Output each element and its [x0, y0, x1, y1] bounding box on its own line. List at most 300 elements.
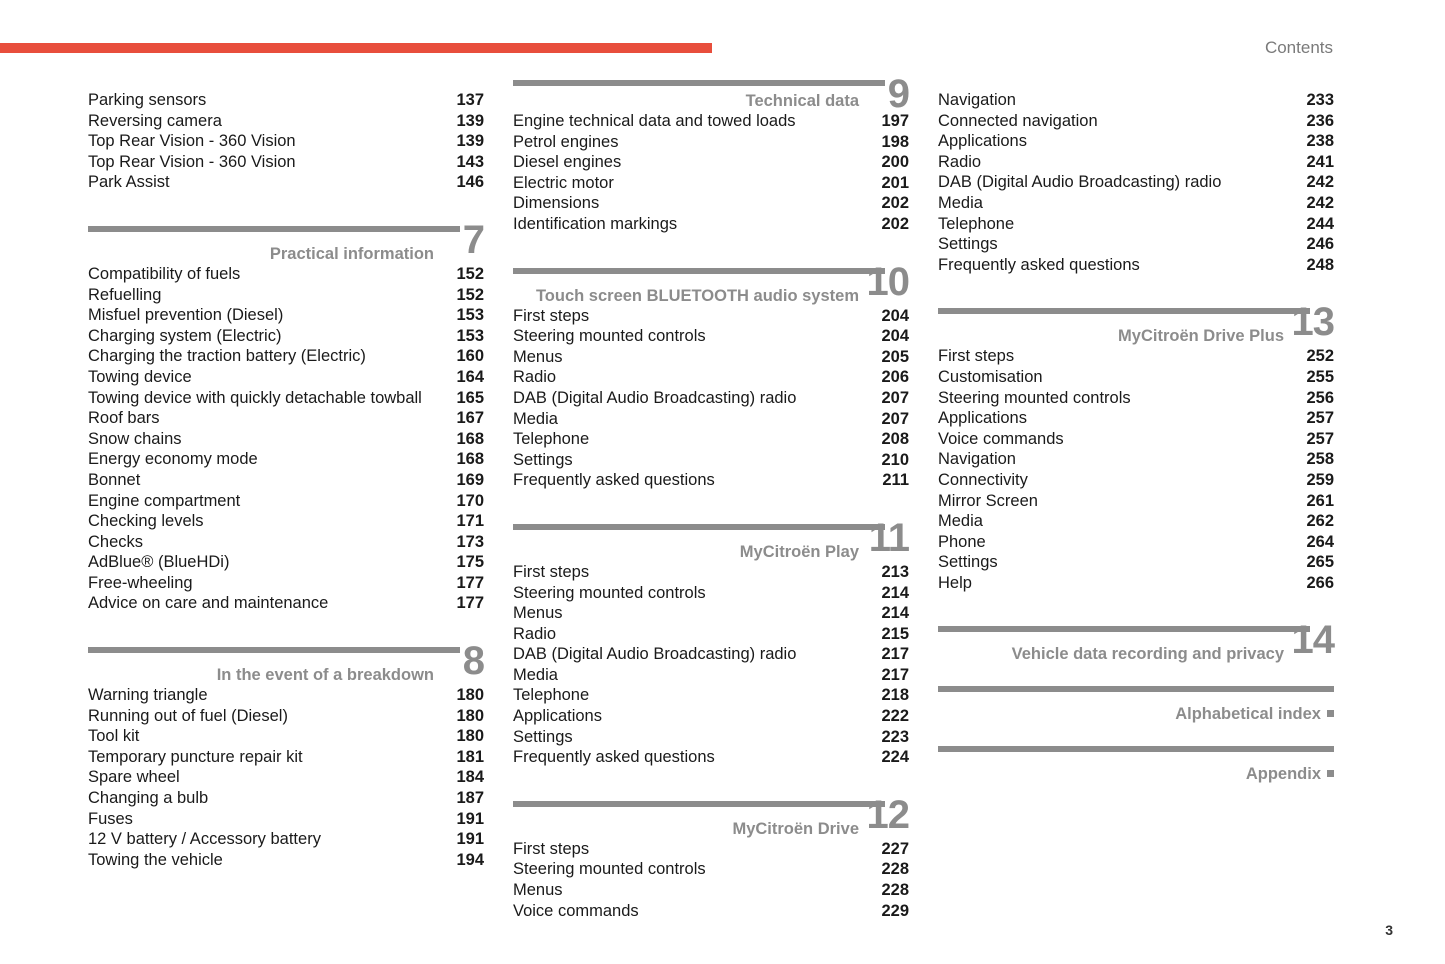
toc-entry-page-number[interactable]: 139	[456, 111, 484, 130]
toc-entry-label[interactable]: Voice commands	[513, 901, 639, 920]
toc-entry-page-number[interactable]: 194	[456, 850, 484, 869]
toc-entry-label[interactable]: Towing the vehicle	[88, 850, 223, 869]
toc-entry[interactable]	[88, 491, 484, 512]
toc-entry-page-number[interactable]: 258	[1306, 450, 1334, 469]
square-bullet-icon	[1327, 710, 1334, 717]
section-number: 10	[866, 259, 909, 304]
toc-entry[interactable]	[88, 685, 484, 706]
toc-entry[interactable]	[513, 685, 909, 706]
toc-list	[513, 562, 909, 768]
toc-list	[938, 90, 1334, 275]
toc-entry-page-number[interactable]: 210	[881, 450, 909, 469]
toc-entry-page-number[interactable]: 153	[456, 326, 484, 345]
toc-entry-page-number[interactable]: 252	[1306, 347, 1334, 366]
toc-entry-label[interactable]: Radio	[938, 152, 982, 171]
section-title-wrap[interactable]	[1175, 704, 1334, 724]
toc-entry[interactable]	[938, 449, 1334, 470]
toc-list	[88, 90, 484, 193]
toc-entry-label[interactable]: Compatibility of fuels	[88, 264, 241, 283]
section-title[interactable]: Appendix	[1245, 765, 1321, 784]
toc-entry[interactable]	[88, 511, 484, 532]
toc-entry[interactable]	[938, 408, 1334, 429]
toc-entry-page-number[interactable]: 257	[1306, 409, 1334, 428]
section-header	[938, 686, 1334, 724]
toc-entry[interactable]	[88, 131, 484, 152]
toc-entry[interactable]	[938, 131, 1334, 152]
toc-entry[interactable]	[938, 346, 1334, 367]
section-header	[938, 618, 1334, 664]
toc-entry[interactable]	[513, 706, 909, 727]
toc-entry[interactable]	[513, 901, 909, 922]
section-title[interactable]: Practical information	[269, 244, 434, 263]
toc-entry-page-number[interactable]: 256	[1306, 388, 1334, 407]
toc-entry[interactable]	[88, 788, 484, 809]
toc-entry-page-number[interactable]: 205	[881, 347, 909, 366]
toc-entry-page-number[interactable]: 224	[881, 748, 909, 767]
toc-entry-page-number[interactable]: 146	[456, 173, 484, 192]
toc-entry-page-number[interactable]: 262	[1306, 512, 1334, 531]
toc-entry-label[interactable]: Temporary puncture repair kit	[88, 747, 303, 766]
toc-entry[interactable]	[513, 603, 909, 624]
toc-entry-label[interactable]: Mirror Screen	[938, 491, 1038, 510]
toc-entry-label[interactable]: Radio	[513, 368, 557, 387]
toc-entry[interactable]	[513, 326, 909, 347]
toc-entry-label[interactable]: Refuelling	[88, 285, 162, 304]
toc-entry-label[interactable]: Applications	[938, 409, 1027, 428]
toc-entry-label[interactable]: First steps	[513, 839, 590, 858]
toc-entry-page-number[interactable]: 200	[881, 153, 909, 172]
toc-entry-label[interactable]: Telephone	[938, 214, 1015, 233]
toc-entry-page-number[interactable]: 177	[456, 573, 484, 592]
toc-entry-page-number[interactable]: 264	[1306, 532, 1334, 551]
toc-entry-label[interactable]: Menus	[513, 881, 563, 900]
toc-entry-label[interactable]: Changing a bulb	[88, 789, 209, 808]
toc-entry-page-number[interactable]: 222	[881, 707, 909, 726]
toc-entry-page-number[interactable]: 197	[881, 112, 909, 130]
toc-entry-page-number[interactable]: 177	[456, 594, 484, 613]
toc-entry[interactable]	[513, 880, 909, 901]
toc-entry-page-number[interactable]: 153	[456, 306, 484, 325]
section-11	[513, 515, 909, 768]
toc-entry-label[interactable]: Tool kit	[88, 727, 140, 746]
section-title-wrap[interactable]	[1246, 764, 1334, 784]
toc-entry-label[interactable]: Charging system (Electric)	[88, 326, 282, 345]
toc-entry-page-number[interactable]: 211	[882, 471, 909, 490]
toc-entry-page-number[interactable]: 215	[881, 624, 909, 643]
section-14	[938, 618, 1334, 664]
toc-entry[interactable]	[513, 388, 909, 409]
toc-entry-page-number[interactable]: 241	[1306, 152, 1334, 171]
toc-entry-label[interactable]: Spare wheel	[88, 768, 180, 787]
toc-entry-page-number[interactable]: 171	[456, 512, 484, 531]
toc-entry[interactable]	[88, 593, 484, 614]
section-rule	[513, 268, 885, 274]
toc-entry[interactable]	[88, 726, 484, 747]
toc-entry[interactable]	[938, 491, 1334, 512]
toc-entry-label[interactable]: DAB (Digital Audio Broadcasting) radio	[513, 388, 797, 407]
toc-entry-label[interactable]: DAB (Digital Audio Broadcasting) radio	[513, 645, 797, 664]
toc-entry[interactable]	[513, 173, 909, 194]
toc-entry-label[interactable]: Roof bars	[88, 409, 160, 428]
toc-entry-label[interactable]: Media	[513, 409, 558, 428]
toc-list	[513, 306, 909, 491]
toc-entry-label[interactable]: Telephone	[513, 686, 590, 705]
section-header	[938, 746, 1334, 784]
toc-entry[interactable]	[938, 255, 1334, 276]
toc-entry-label[interactable]: Media	[513, 665, 558, 684]
toc-entry[interactable]	[513, 132, 909, 153]
toc-entry-page-number[interactable]: 246	[1306, 235, 1334, 254]
toc-entry[interactable]	[938, 367, 1334, 388]
toc-entry-label[interactable]: Navigation	[938, 450, 1016, 469]
toc-entry[interactable]	[88, 90, 484, 111]
toc-entry-page-number[interactable]: 137	[456, 91, 484, 109]
toc-entry[interactable]	[513, 214, 909, 235]
toc-entry-label[interactable]: First steps	[513, 562, 590, 581]
section-number: 9	[887, 72, 909, 116]
toc-entry-page-number[interactable]: 170	[456, 491, 484, 510]
toc-entry-page-number[interactable]: 168	[456, 429, 484, 448]
toc-entry[interactable]	[88, 829, 484, 850]
toc-entry-label[interactable]: Frequently asked questions	[513, 748, 715, 767]
toc-entry-label[interactable]: Engine compartment	[88, 491, 241, 510]
toc-entry[interactable]	[88, 264, 484, 285]
toc-entry-label[interactable]: Reversing camera	[88, 111, 222, 130]
toc-entry-label[interactable]: Engine technical data and towed loads	[513, 112, 796, 130]
toc-list	[513, 111, 909, 235]
section-number: 13	[1291, 300, 1334, 345]
section-rule	[513, 524, 885, 530]
toc-entry[interactable]	[513, 624, 909, 645]
toc-entry[interactable]	[88, 470, 484, 491]
section-header	[938, 300, 1334, 346]
toc-entry[interactable]	[513, 562, 909, 583]
toc-entry[interactable]	[938, 532, 1334, 553]
toc-entry-page-number[interactable]: 233	[1306, 91, 1334, 109]
toc-entry-page-number[interactable]: 229	[881, 901, 909, 920]
toc-entry-page-number[interactable]: 173	[456, 532, 484, 551]
section-header	[513, 792, 909, 839]
toc-entry-label[interactable]: Diesel engines	[513, 153, 622, 172]
toc-entry[interactable]	[88, 326, 484, 347]
toc-entry-page-number[interactable]: 255	[1306, 367, 1334, 386]
section-number: 7	[462, 217, 484, 262]
toc-entry-page-number[interactable]: 227	[881, 839, 909, 858]
toc-entry-label[interactable]: Warning triangle	[88, 686, 208, 705]
top-accent-bar	[0, 43, 712, 53]
toc-entry-page-number[interactable]: 187	[456, 789, 484, 808]
toc-entry-label[interactable]: Checks	[88, 532, 144, 551]
section-7	[88, 217, 484, 614]
toc-entry-label[interactable]: Fuses	[88, 809, 133, 828]
toc-entry-page-number[interactable]: 214	[881, 604, 909, 623]
toc-entry-label[interactable]: Navigation	[938, 91, 1016, 109]
toc-entry[interactable]	[513, 747, 909, 768]
toc-entry-page-number[interactable]: 198	[881, 132, 909, 151]
section-12	[513, 792, 909, 921]
toc-entry-label[interactable]: Energy economy mode	[88, 450, 258, 469]
toc-entry[interactable]	[938, 573, 1334, 594]
toc-entry[interactable]	[513, 583, 909, 604]
toc-entry[interactable]	[88, 706, 484, 727]
toc-entry-label[interactable]: Media	[938, 512, 983, 531]
toc-entry[interactable]	[938, 111, 1334, 132]
toc-entry-label[interactable]: Applications	[513, 707, 602, 726]
toc-entry[interactable]	[513, 839, 909, 860]
toc-entry-label[interactable]: Settings	[938, 235, 998, 254]
toc-entry-label[interactable]: Towing device	[88, 367, 192, 386]
toc-entry-label[interactable]: Help	[938, 573, 972, 592]
toc-entry[interactable]	[938, 152, 1334, 173]
section-rule	[513, 80, 885, 86]
section-rule	[938, 626, 1310, 632]
page-header-title: Contents	[1264, 38, 1333, 57]
toc-entry-page-number[interactable]: 175	[456, 553, 484, 572]
toc-list	[513, 839, 909, 921]
toc-entry[interactable]	[513, 727, 909, 748]
toc-entry-page-number[interactable]: 164	[456, 367, 484, 386]
toc-entry[interactable]	[88, 152, 484, 173]
toc-entry-label[interactable]: Electric motor	[513, 173, 614, 192]
toc-entry-page-number[interactable]: 259	[1306, 470, 1334, 489]
toc-entry-label[interactable]: Steering mounted controls	[513, 860, 706, 879]
toc-entry-label[interactable]: Parking sensors	[88, 91, 207, 109]
toc-entry-label[interactable]: Bonnet	[88, 470, 141, 489]
section-rule	[513, 801, 885, 807]
toc-entry[interactable]	[88, 408, 484, 429]
section-title[interactable]: In the event of a breakdown	[216, 666, 434, 685]
toc-entry-page-number[interactable]: 167	[456, 409, 484, 428]
section-header	[513, 259, 909, 306]
toc-entry-page-number[interactable]: 242	[1306, 173, 1334, 192]
toc-entry-page-number[interactable]: 213	[881, 562, 909, 581]
section-title[interactable]: Alphabetical index	[1175, 705, 1321, 724]
toc-entry[interactable]	[88, 850, 484, 871]
toc-entry[interactable]	[938, 429, 1334, 450]
toc-entry-label[interactable]: Dimensions	[513, 194, 600, 213]
column-2	[513, 72, 909, 921]
toc-entry-page-number[interactable]: 244	[1306, 214, 1334, 233]
toc-entry[interactable]	[88, 367, 484, 388]
toc-entry[interactable]	[513, 367, 909, 388]
toc-entry[interactable]	[938, 511, 1334, 532]
toc-entry-page-number[interactable]: 139	[456, 132, 484, 151]
square-bullet-icon	[1327, 770, 1334, 777]
toc-entry[interactable]	[88, 429, 484, 450]
toc-entry[interactable]	[88, 346, 484, 367]
toc-entry-label[interactable]: Media	[938, 193, 983, 212]
toc-entry-page-number[interactable]: 180	[456, 686, 484, 705]
toc-entry[interactable]	[938, 90, 1334, 111]
toc-entry-label[interactable]: Checking levels	[88, 512, 204, 531]
toc-entry-label[interactable]: Radio	[513, 624, 557, 643]
section-header	[88, 217, 484, 264]
toc-entry-page-number[interactable]: 202	[881, 194, 909, 213]
toc-entry-label[interactable]: Advice on care and maintenance	[88, 594, 329, 613]
toc-entry-label[interactable]: First steps	[938, 347, 1015, 366]
toc-entry-label[interactable]: AdBlue® (BlueHDi)	[88, 553, 230, 572]
section-header	[88, 639, 484, 685]
toc-entry-label[interactable]: Menus	[513, 604, 563, 623]
section-title[interactable]: Technical data	[745, 92, 859, 110]
toc-entry-page-number[interactable]: 169	[456, 470, 484, 489]
section-title[interactable]: MyCitroën Drive Plus	[1118, 327, 1284, 346]
toc-entry-label[interactable]: Settings	[513, 727, 573, 746]
section-title[interactable]: Touch screen BLUETOOTH audio system	[535, 286, 859, 305]
toc-entry[interactable]	[88, 767, 484, 788]
toc-entry-page-number[interactable]: 180	[456, 727, 484, 746]
toc-entry-label[interactable]: Connectivity	[938, 470, 1028, 489]
toc-entry[interactable]	[513, 347, 909, 368]
toc-entry[interactable]	[88, 111, 484, 132]
toc-entry[interactable]	[938, 234, 1334, 255]
toc-entry[interactable]	[513, 409, 909, 430]
toc-entry-page-number[interactable]: 228	[881, 881, 909, 900]
toc-entry[interactable]	[513, 111, 909, 132]
toc-entry[interactable]	[513, 644, 909, 665]
toc-entry-page-number[interactable]: 180	[456, 706, 484, 725]
toc-entry-page-number[interactable]: 238	[1306, 132, 1334, 151]
toc-entry[interactable]	[513, 429, 909, 450]
section-13	[938, 300, 1334, 593]
toc-entry-label[interactable]: Steering mounted controls	[938, 388, 1131, 407]
toc-entry[interactable]	[938, 193, 1334, 214]
toc-entry-page-number[interactable]: 257	[1306, 429, 1334, 448]
toc-entry[interactable]	[88, 172, 484, 193]
toc-entry-label[interactable]: Steering mounted controls	[513, 327, 706, 346]
toc-entry-page-number[interactable]: 207	[881, 388, 909, 407]
toc-entry[interactable]	[938, 552, 1334, 573]
toc-entry-page-number[interactable]: 152	[456, 264, 484, 283]
toc-entry-page-number[interactable]: 168	[456, 450, 484, 469]
section-header	[513, 515, 909, 562]
toc-entry[interactable]	[88, 573, 484, 594]
toc-entry-label[interactable]: Free-wheeling	[88, 573, 193, 592]
section-title[interactable]: MyCitroën Play	[739, 542, 859, 561]
toc-entry[interactable]	[88, 285, 484, 306]
toc-entry-label[interactable]: Running out of fuel (Diesel)	[88, 706, 288, 725]
toc-entry-page-number[interactable]: 184	[456, 768, 484, 787]
toc-entry[interactable]	[88, 532, 484, 553]
toc-entry[interactable]	[513, 152, 909, 173]
toc-entry[interactable]	[513, 450, 909, 471]
toc-entry-page-number[interactable]: 204	[881, 306, 909, 325]
toc-entry-label[interactable]: Phone	[938, 532, 986, 551]
section-8	[88, 639, 484, 870]
toc-entry-page-number[interactable]: 266	[1306, 573, 1334, 592]
toc-entry-label[interactable]: Identification markings	[513, 214, 678, 233]
toc-entry-page-number[interactable]: 152	[456, 285, 484, 304]
toc-entry-page-number[interactable]: 261	[1306, 491, 1334, 510]
toc-entry[interactable]	[513, 859, 909, 880]
toc-entry[interactable]	[88, 388, 484, 409]
toc-entry-page-number[interactable]: 223	[881, 727, 909, 746]
toc-entry[interactable]	[88, 809, 484, 830]
toc-entry-page-number[interactable]: 218	[881, 686, 909, 705]
section-number: 8	[462, 639, 484, 684]
toc-entry-label[interactable]: Settings	[513, 450, 573, 469]
toc-entry-label[interactable]: Towing device with quickly detachable towball	[88, 388, 422, 407]
toc-entry[interactable]	[513, 470, 909, 491]
toc-entry-page-number[interactable]: 228	[881, 860, 909, 879]
toc-entry-page-number[interactable]: 202	[881, 214, 909, 233]
toc-entry-page-number[interactable]: 201	[881, 173, 909, 192]
toc-entry-label[interactable]: Customisation	[938, 367, 1043, 386]
toc-entry-label[interactable]: First steps	[513, 306, 590, 325]
section-title[interactable]: Vehicle data recording and privacy	[1011, 645, 1284, 664]
toc-list	[88, 685, 484, 870]
toc-entry-label[interactable]: Telephone	[513, 430, 590, 449]
toc-entry-page-number[interactable]: 207	[881, 409, 909, 428]
section-number: 14	[1291, 618, 1334, 663]
toc-entry[interactable]	[88, 449, 484, 470]
toc-entry[interactable]	[938, 214, 1334, 235]
toc-entry-page-number[interactable]: 191	[456, 830, 484, 849]
toc-entry[interactable]	[513, 665, 909, 686]
section-rule	[88, 226, 460, 232]
toc-entry-label[interactable]: Connected navigation	[938, 111, 1098, 130]
toc-entry-page-number[interactable]: 236	[1306, 111, 1334, 130]
toc-entry-page-number[interactable]: 191	[456, 809, 484, 828]
toc-entry-label[interactable]: Petrol engines	[513, 132, 619, 151]
toc-entry-page-number[interactable]: 217	[881, 665, 909, 684]
toc-entry[interactable]	[938, 172, 1334, 193]
toc-entry[interactable]	[938, 470, 1334, 491]
toc-entry-page-number[interactable]: 217	[881, 645, 909, 664]
toc-entry-label[interactable]: Applications	[938, 132, 1027, 151]
toc-entry-label[interactable]: Settings	[938, 553, 998, 572]
toc-entry-label[interactable]: Steering mounted controls	[513, 583, 706, 602]
toc-entry[interactable]	[88, 552, 484, 573]
toc-entry-page-number[interactable]: 165	[456, 388, 484, 407]
section-header	[513, 72, 909, 116]
toc-entry[interactable]	[88, 747, 484, 768]
toc-entry-label[interactable]: Misfuel prevention (Diesel)	[88, 306, 284, 325]
section-alphabetical-index	[938, 686, 1334, 724]
toc-entry-label[interactable]: Frequently asked questions	[513, 471, 715, 490]
toc-entry-page-number[interactable]: 248	[1306, 255, 1334, 274]
toc-entry-page-number[interactable]: 265	[1306, 553, 1334, 572]
toc-entry-label[interactable]: Snow chains	[88, 429, 182, 448]
toc-entry-label[interactable]: Top Rear Vision - 360 Vision	[88, 152, 296, 171]
toc-entry-page-number[interactable]: 208	[881, 430, 909, 449]
toc-entry-label[interactable]: Voice commands	[938, 429, 1064, 448]
toc-entry[interactable]	[88, 305, 484, 326]
toc-entry-label[interactable]: Charging the traction battery (Electric)	[88, 347, 366, 366]
toc-entry-label[interactable]: Menus	[513, 347, 563, 366]
toc-entry-label[interactable]: Park Assist	[88, 173, 170, 192]
toc-entry-label[interactable]: Frequently asked questions	[938, 255, 1140, 274]
toc-entry-page-number[interactable]: 160	[456, 347, 484, 366]
section-10	[513, 259, 909, 491]
toc-entry-page-number[interactable]: 214	[881, 583, 909, 602]
toc-list	[88, 264, 484, 614]
toc-entry-label[interactable]: 12 V battery / Accessory battery	[88, 830, 321, 849]
toc-entry-label[interactable]: Top Rear Vision - 360 Vision	[88, 132, 296, 151]
toc-entry-page-number[interactable]: 181	[456, 747, 484, 766]
section-number: 12	[866, 792, 909, 837]
toc-entry-page-number[interactable]: 206	[881, 368, 909, 387]
toc-entry-page-number[interactable]: 204	[881, 327, 909, 346]
toc-entry-label[interactable]: DAB (Digital Audio Broadcasting) radio	[938, 173, 1222, 192]
toc-entry[interactable]	[513, 306, 909, 327]
toc-entry-page-number[interactable]: 242	[1306, 193, 1334, 212]
toc-entry[interactable]	[938, 388, 1334, 409]
toc-entry[interactable]	[513, 193, 909, 214]
section-title[interactable]: MyCitroën Drive	[732, 819, 859, 838]
section-9	[513, 72, 909, 235]
toc-entry-page-number[interactable]: 143	[456, 152, 484, 171]
